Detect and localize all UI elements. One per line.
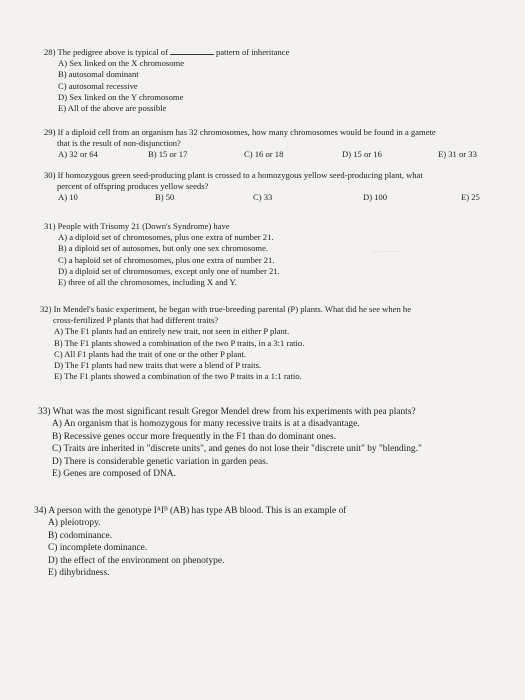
- option-a: A) 10: [58, 192, 78, 203]
- question-28-stem-end: pattern of inheritance: [215, 47, 290, 57]
- option-a: A) pleiotropy.: [48, 518, 101, 529]
- option-b: B) Recessive genes occur more frequently in the F1 than do dominant ones.: [52, 431, 337, 442]
- option-c: C) Traits are inherited in "discrete units", and genes do not lose their "discrete unit" by "blending.": [52, 444, 422, 455]
- option-e: E) The F1 plants showed a combination of the two P traits in a 1:1 ratio.: [54, 371, 302, 382]
- question-29-stem: 29) If a diploid cell from an organism has 32 chromosomes, how many chromosomes would be found in a gamete: [44, 127, 436, 137]
- option-c: C) incomplete dominance.: [48, 543, 148, 554]
- question-31: [44, 221, 280, 288]
- option-b: B) a diploid set of autosomes, but only one sex chromosome.: [58, 243, 269, 254]
- option-c: C) autosomal recessive: [58, 80, 138, 91]
- option-e: E) Genes are composed of DNA.: [52, 469, 176, 480]
- answer-blank: [170, 47, 214, 55]
- option-d: D) Sex linked on the Y chromosome: [58, 91, 184, 102]
- options-row: [44, 192, 480, 203]
- option-d: D) 100: [363, 192, 388, 203]
- question-28-stem: 28) The pedigree above is typical of: [44, 47, 168, 57]
- bleed-through-mark: — — —: [372, 245, 403, 255]
- question-32-stem: 32) In Mendel's basic experiment, he began with true-breeding parental (P) plants. What did he see when he: [40, 304, 412, 314]
- option-d: D) 15 or 16: [342, 149, 382, 160]
- option-b: B) codominance.: [48, 530, 113, 541]
- question-30: [44, 170, 480, 204]
- option-d: D) There is considerable genetic variation in garden peas.: [52, 456, 269, 467]
- question-29: [44, 127, 477, 161]
- question-29-stem-cont: that is the result of non-disjunction?: [57, 138, 181, 149]
- option-d: D) the effect of the environment on phenotype.: [48, 555, 225, 566]
- option-a: A) The F1 plants had an entirely new trait, not seen in either P plant.: [54, 326, 290, 337]
- option-e: E) dihybridness.: [48, 568, 110, 579]
- option-d: D) a diploid set of chromosomes, except only one of number 21.: [58, 265, 280, 276]
- option-a: A) a diploid set of chromosomes, plus one extra of number 21.: [58, 232, 274, 243]
- question-33-stem: 33) What was the most significant result Gregor Mendel drew from his experiments with pea plants?: [38, 407, 416, 417]
- question-31-stem: 31) People with Trisomy 21 (Down's Syndrome) have: [44, 221, 230, 231]
- question-30-stem-cont: percent of offspring produces yellow seeds?: [57, 181, 209, 192]
- question-34-stem: 34) A person with the genotype IᴬIᴮ (AB) has type AB blood. This is an example of: [34, 506, 347, 516]
- option-e: E) All of the above are possible: [58, 103, 167, 114]
- question-33: [38, 406, 422, 480]
- options-row: [44, 149, 477, 160]
- question-34: [34, 505, 346, 579]
- option-b: B) 50: [155, 192, 175, 203]
- option-c: C) a haploid set of chromosomes, plus one extra of number 21.: [58, 254, 275, 265]
- option-a: A) Sex linked on the X chromosome: [58, 58, 185, 69]
- question-30-stem: 30) If homozygous green seed-producing plant is crossed to a homozygous yellow seed-producing plant, what: [44, 170, 423, 180]
- option-b: B) The F1 plants showed a combination of the two P traits, in a 3:1 ratio.: [54, 337, 305, 348]
- option-e: E) 31 or 33: [438, 149, 477, 160]
- question-32-stem-cont: cross-fertilized P plants that had different traits?: [53, 315, 219, 326]
- option-d: D) The F1 plants had new traits that were a blend of P traits.: [54, 360, 262, 371]
- option-a: A) An organism that is homozygous for many recessive traits is at a disadvantage.: [52, 419, 360, 430]
- question-32: [40, 304, 411, 382]
- option-e: E) 25: [461, 192, 480, 203]
- option-c: C) All F1 plants had the trait of one or the other P plant.: [54, 348, 247, 359]
- option-b: B) autosomal dominant: [58, 69, 139, 80]
- option-c: C) 33: [253, 192, 273, 203]
- question-28: [44, 47, 289, 114]
- option-c: C) 16 or 18: [244, 149, 284, 160]
- option-e: E) three of all the chromosomes, including X and Y.: [58, 277, 237, 288]
- option-b: B) 15 or 17: [148, 149, 188, 160]
- option-a: A) 32 or 64: [58, 149, 98, 160]
